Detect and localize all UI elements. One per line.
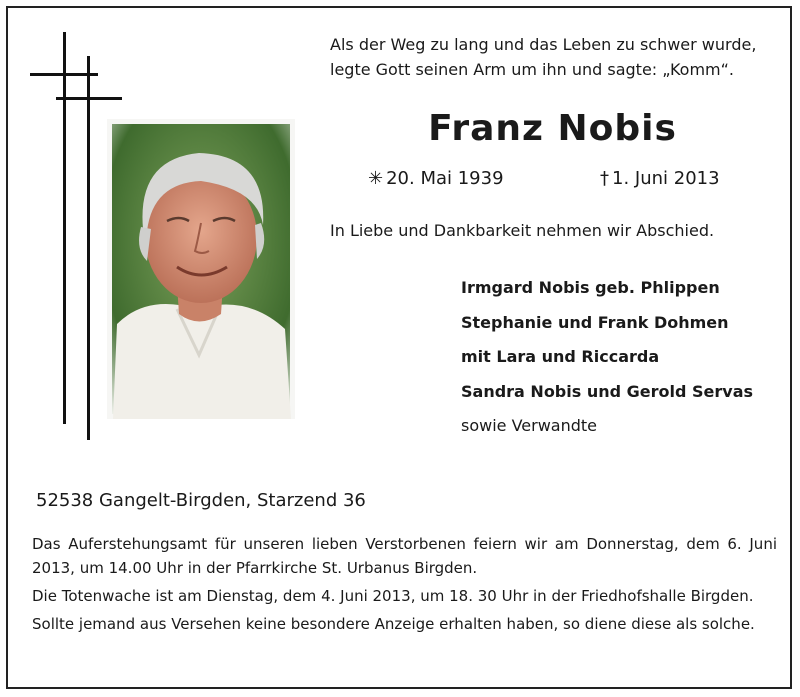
- paragraph-wake: Die Totenwache ist am Dienstag, dem 4. Juni 2013, um 18. 30 Uhr in der Friedhofshalle Birgden.: [32, 587, 754, 605]
- paragraph-funeral-mass: Das Auferstehungsamt für unseren lieben Verstorbenen feiern wir am Donnerstag, dem 6. Juni 2013, um 14.00 Uhr in der Pfarrkirche St. Urbanus Birgden.: [32, 535, 777, 577]
- cross-icon-horizontal-top: [30, 73, 98, 76]
- cross-icon-vertical-left: [63, 32, 66, 424]
- farewell-text: In Liebe und Dankbarkeit nehmen wir Abschied.: [330, 221, 715, 240]
- quote: [330, 32, 775, 82]
- obituary-frame: [6, 6, 792, 689]
- cross-icon-horizontal-bottom: [56, 97, 122, 100]
- family-list: [461, 271, 791, 443]
- quote-line-2: legte Gott seinen Arm um ihn und sagte: „Komm“.: [330, 60, 735, 79]
- deceased-name: Franz Nobis: [428, 108, 677, 149]
- family-member: Stephanie und Frank Dohmen: [461, 312, 729, 332]
- death-date-text: 1. Juni 2013: [612, 168, 720, 189]
- service-details: [32, 532, 777, 640]
- birth-date: [368, 168, 504, 189]
- death-cross-icon: †: [600, 168, 609, 189]
- death-date: [600, 168, 720, 189]
- quote-line-1: Als der Weg zu lang und das Leben zu schwer wurde,: [330, 35, 757, 54]
- family-member: Irmgard Nobis geb. Phlippen: [461, 278, 720, 297]
- paragraph-notice: Sollte jemand aus Versehen keine besondere Anzeige erhalten haben, so diene diese als solche.: [32, 615, 755, 633]
- family-member: mit Lara und Riccarda: [461, 347, 660, 366]
- portrait-photo: [107, 119, 295, 419]
- cross-icon-vertical-right: [87, 56, 90, 440]
- address: 52538 Gangelt-Birgden, Starzend 36: [36, 490, 366, 511]
- birth-date-text: 20. Mai 1939: [386, 168, 504, 189]
- birth-star-icon: ✳: [368, 168, 384, 189]
- relatives-text: sowie Verwandte: [461, 416, 598, 435]
- family-member: Sandra Nobis und Gerold Servas: [461, 381, 754, 401]
- life-dates: [330, 168, 775, 196]
